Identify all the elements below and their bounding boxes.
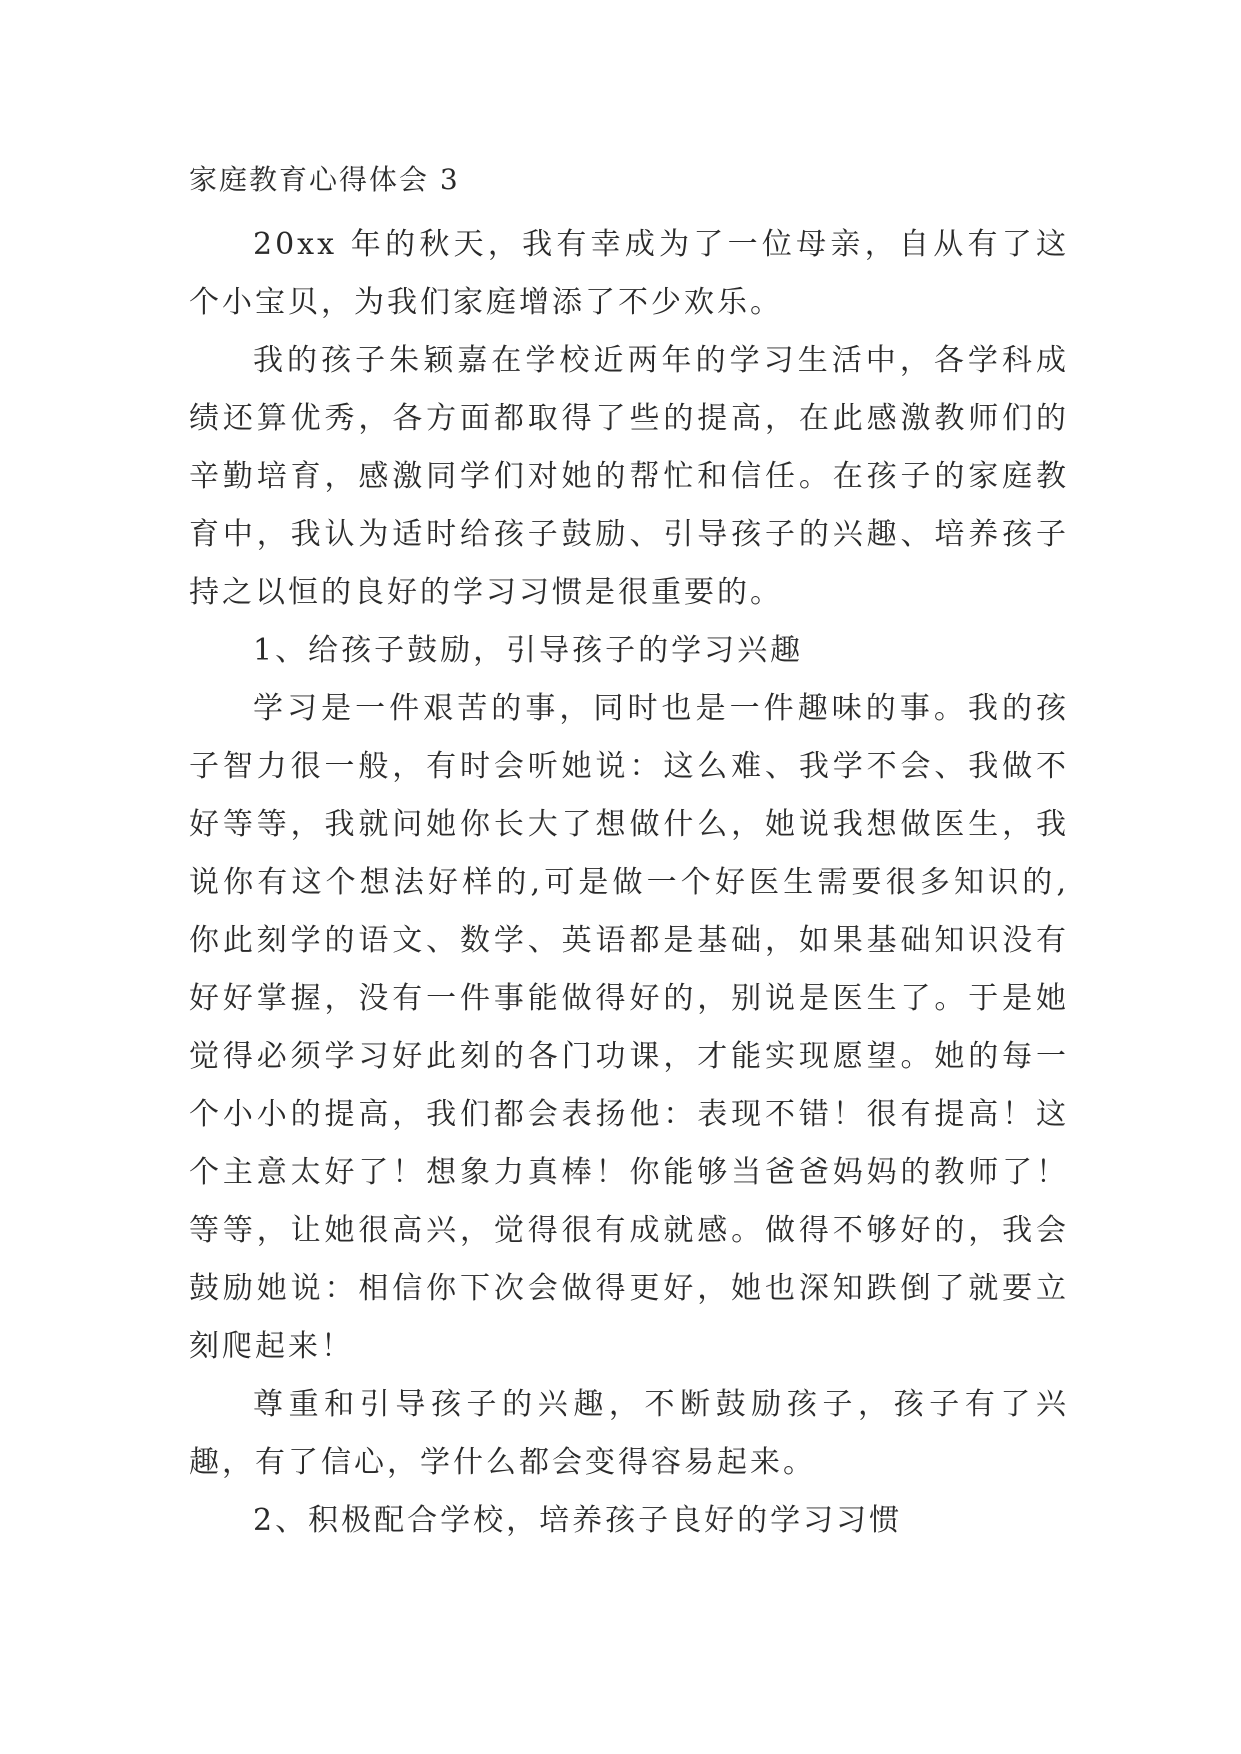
section-heading-encouragement: 1、给孩子鼓励，引导孩子的学习兴趣 (253, 633, 804, 668)
document-title: 家庭教育心得体会 3 (189, 163, 460, 196)
paragraph-respect-interest: 尊重和引导孩子的兴趣，不断鼓励孩子，孩子有了兴趣，有了信心，学什么都会变得容易起来。 (189, 1387, 1069, 1480)
paragraph-learning-interest: 学习是一件艰苦的事，同时也是一件趣味的事。我的孩子智力很一般，有时会听她说：这么难、我学不会、我做不好等等，我就问她你长大了想做什么，她说我想做医生，我说你有这个想法好样的,可是做一个好医生需要很多知识的,你此刻学的语文、数学、英语都是基础，如果基础知识没有好好掌握，没有一件事能做得好的，别说是医生了。于是她觉得必须学习好此刻的各门功课，才能实现愿望。她的每一个小小的提高，我们都会表扬他：表现不错！很有提高！这个主意太好了！想象力真棒！你能够当爸爸妈妈的教师了！等等，让她很高兴，觉得很有成就感。做得不够好的，我会鼓励她说：相信你下次会做得更好，她也深知跌倒了就要立刻爬起来！ (189, 691, 1069, 1364)
section-heading-school-cooperation: 2、积极配合学校，培养孩子良好的学习习惯 (253, 1503, 903, 1538)
paragraph-autumn-mother: 20xx 年的秋天，我有幸成为了一位母亲，自从有了这个小宝贝，为我们家庭增添了不少欢乐。 (189, 227, 1069, 320)
document-body (189, 216, 1069, 1550)
paragraph-child-progress: 我的孩子朱颖嘉在学校近两年的学习生活中，各学科成绩还算优秀，各方面都取得了些的提高，在此感激教师们的辛勤培育，感激同学们对她的帮忙和信任。在孩子的家庭教育中，我认为适时给孩子鼓励、引导孩子的兴趣、培养孩子持之以恒的良好的学习习惯是很重要的。 (189, 343, 1069, 610)
